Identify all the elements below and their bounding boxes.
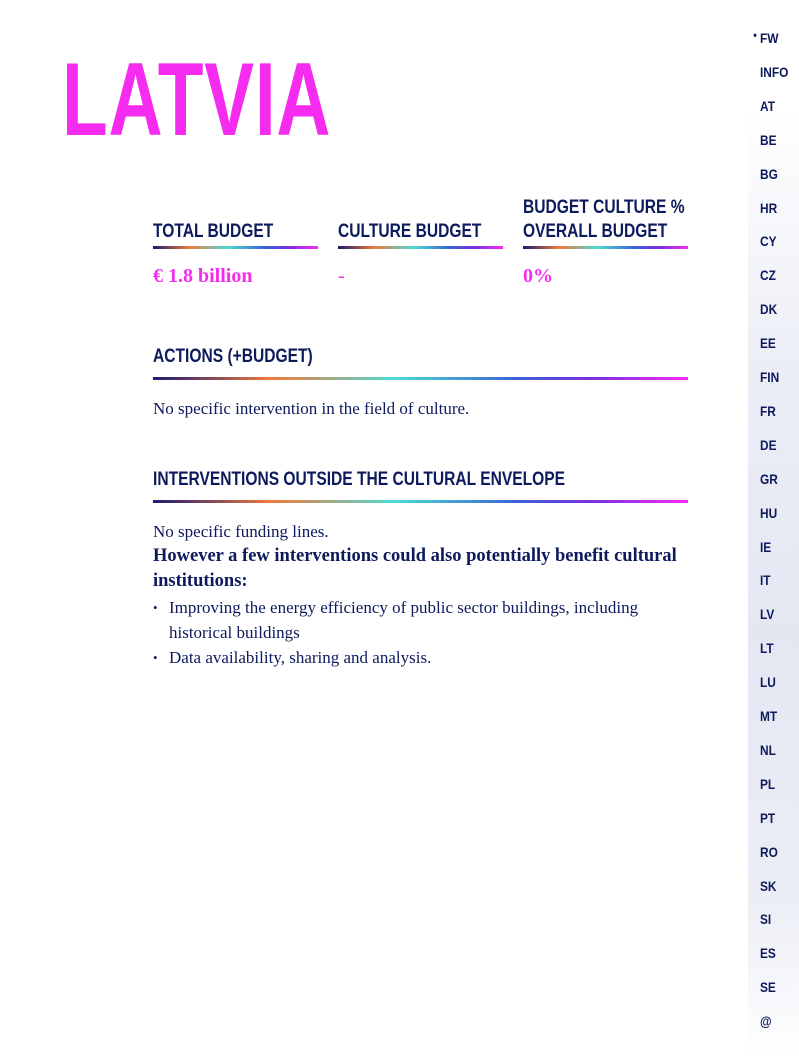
sidebar-item-bg[interactable] [760, 166, 778, 182]
sidebar-item-label: FW [760, 30, 779, 46]
sidebar-item-label: MT [760, 708, 778, 724]
sidebar-item-it[interactable] [760, 572, 771, 588]
sidebar-item-label: IE [760, 538, 772, 555]
culture-share-value: 0% [523, 265, 553, 287]
total-budget-heading: TOTAL BUDGET [153, 221, 274, 242]
sidebar-item-fw[interactable] [753, 28, 779, 46]
total-budget-value: € 1.8 billion [153, 265, 253, 287]
intervention-list [153, 595, 688, 670]
sidebar-item-lv[interactable] [760, 606, 774, 622]
sidebar-item-pl[interactable] [760, 776, 775, 792]
sidebar-item-label: LV [760, 606, 775, 623]
sidebar-item-es[interactable] [760, 945, 776, 961]
sidebar-item-be[interactable] [760, 132, 777, 148]
culture-share-heading-line1: BUDGET CULTURE % [523, 197, 685, 218]
sidebar-item-nl[interactable] [760, 742, 776, 758]
sidebar-item-sk[interactable] [760, 878, 777, 894]
sidebar-item-label: FR [760, 402, 776, 419]
culture-share-heading-line2: OVERALL BUDGET [523, 221, 668, 242]
sidebar-item-label: PT [760, 809, 776, 826]
actions-text: No specific intervention in the field of culture. [153, 399, 470, 418]
gradient-rule [153, 377, 688, 380]
sidebar-item-se[interactable] [760, 979, 776, 995]
sidebar-item-label: GR [760, 470, 778, 487]
outside-envelope-section [153, 468, 688, 670]
list-item: • Improving the energy efficiency of public sector buildings, including historical buildings [153, 595, 688, 645]
culture-budget-column [338, 190, 503, 288]
sidebar-item-label: AT [760, 97, 775, 114]
culture-budget-heading: CULTURE BUDGET [338, 221, 482, 242]
budget-summary [153, 190, 688, 300]
sidebar-item-label: EE [760, 335, 776, 352]
culture-share-heading [523, 196, 685, 244]
sidebar-item-label: IT [760, 572, 771, 589]
sidebar-item-label: SK [760, 877, 777, 894]
sidebar-item-label: NL [760, 741, 776, 758]
sidebar-item-lt[interactable] [760, 640, 774, 656]
sidebar-item-si[interactable] [760, 911, 771, 927]
gradient-rule [153, 246, 318, 249]
outside-intro: No specific funding lines. [153, 522, 329, 541]
sidebar-item-label: RO [760, 843, 778, 860]
sidebar-item-mt[interactable] [760, 708, 777, 724]
culture-share-column [523, 190, 688, 288]
active-marker-icon: • [753, 28, 757, 42]
culture-budget-value: - [338, 265, 345, 287]
sidebar-item-hr[interactable] [760, 200, 777, 216]
sidebar-item-info[interactable] [760, 64, 788, 80]
sidebar-item-de[interactable] [760, 437, 777, 453]
gradient-rule [153, 500, 688, 503]
sidebar-item-dk[interactable] [760, 301, 777, 317]
list-item: • Data availability, sharing and analysis. [153, 645, 688, 670]
sidebar-item-ee[interactable] [760, 335, 776, 351]
sidebar-item-gr[interactable] [760, 471, 778, 487]
sidebar-item-lu[interactable] [760, 674, 776, 690]
sidebar-item-label: FIN [760, 369, 780, 385]
sidebar-item-label: HR [760, 199, 778, 216]
actions-heading: ACTIONS (+BUDGET) [153, 346, 313, 367]
sidebar-item-label: @ [760, 1013, 772, 1030]
sidebar-item-cz[interactable] [760, 267, 776, 283]
sidebar-item-at[interactable] [760, 98, 775, 114]
sidebar-item-label: BE [760, 131, 777, 148]
gradient-rule [523, 246, 688, 249]
sidebar-item-label: SI [760, 911, 772, 928]
sidebar-item-label: INFO [760, 63, 789, 80]
gradient-rule [338, 246, 503, 249]
sidebar-item-label: CY [760, 233, 777, 250]
actions-section [153, 345, 688, 421]
sidebar-item-label: PL [760, 775, 776, 792]
page-title: LATVIA [62, 42, 332, 158]
country-sidebar [748, 0, 799, 1058]
sidebar-item-label: BG [760, 165, 778, 182]
sidebar-item-label: DK [760, 301, 778, 318]
sidebar-item-hu[interactable] [760, 505, 777, 521]
outside-envelope-heading: INTERVENTIONS OUTSIDE THE CULTURAL ENVELOPE [153, 469, 566, 490]
sidebar-item-ro[interactable] [760, 844, 778, 860]
total-budget-column [153, 190, 318, 288]
sidebar-item-fr[interactable] [760, 403, 776, 419]
sidebar-item-label: CZ [760, 267, 776, 284]
sidebar-item-pt[interactable] [760, 810, 775, 826]
outside-bold-text: However a few interventions could also potentially benefit cultural institutions: [153, 546, 677, 591]
sidebar-item-contact[interactable] [760, 1013, 772, 1029]
sidebar-item-label: SE [760, 979, 776, 996]
sidebar-item-cy[interactable] [760, 233, 777, 249]
sidebar-item-label: ES [760, 945, 776, 962]
sidebar-item-fin[interactable] [760, 369, 779, 385]
sidebar-item-label: DE [760, 436, 777, 453]
sidebar-item-ie[interactable] [760, 539, 771, 555]
sidebar-item-label: HU [760, 504, 778, 521]
sidebar-item-label: LU [760, 674, 776, 691]
sidebar-item-label: LT [760, 640, 774, 657]
